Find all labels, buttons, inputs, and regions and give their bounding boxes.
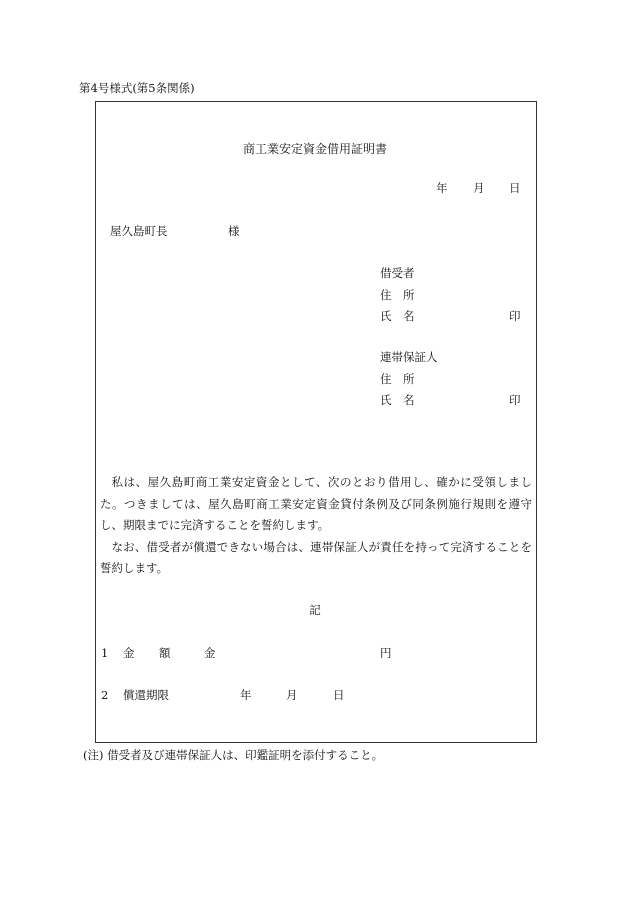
footnote: (注) 借受者及び連帯保証人は、印鑑証明を添付すること。: [83, 748, 384, 762]
item2-year: 年: [240, 688, 252, 702]
document-title: 商工業安定資金借用証明書: [242, 142, 387, 156]
guarantor-seal: 印: [509, 393, 521, 407]
date-month: 月: [473, 181, 485, 195]
item1-number: 1: [101, 646, 109, 660]
item1-label-b: 額: [159, 646, 171, 660]
borrower-address-label: 住 所: [380, 288, 415, 302]
borrower-name-label: 氏 名: [380, 309, 415, 323]
item1-prefix: 金: [204, 646, 216, 660]
item1-label-a: 金: [123, 646, 135, 660]
guarantor-address-label: 住 所: [380, 372, 415, 386]
item2-day: 日: [333, 688, 345, 702]
pledge-paragraph-2: なお、借受者が償還できない場合は、連帯保証人が責任を持って完済することを誓約します。: [100, 539, 532, 575]
date-year: 年: [436, 181, 448, 195]
addressee-name: 屋久島町長: [110, 224, 168, 238]
addressee-honorific: 様: [228, 224, 240, 238]
guarantor-heading: 連帯保証人: [380, 350, 438, 364]
form-number: 第4号様式(第5条関係): [79, 81, 195, 95]
item2-label: 償還期限: [123, 688, 169, 702]
item1-unit: 円: [380, 646, 392, 660]
pledge-text: [100, 472, 532, 580]
ki-heading: 記: [309, 603, 321, 617]
borrower-heading: 借受者: [380, 266, 415, 280]
pledge-paragraph-1: 私は、屋久島町商工業安定資金として、次のとおり借用し、確かに受領しました。つきましては、屋久島町商工業安定資金貸付条例及び同条例施行規則を遵守し、期限までに完済することを誓約します。: [100, 475, 532, 532]
guarantor-name-label: 氏 名: [380, 393, 415, 407]
item2-number: 2: [101, 688, 109, 702]
borrower-seal: 印: [509, 309, 521, 323]
date-day: 日: [509, 181, 521, 195]
item2-month: 月: [286, 688, 298, 702]
